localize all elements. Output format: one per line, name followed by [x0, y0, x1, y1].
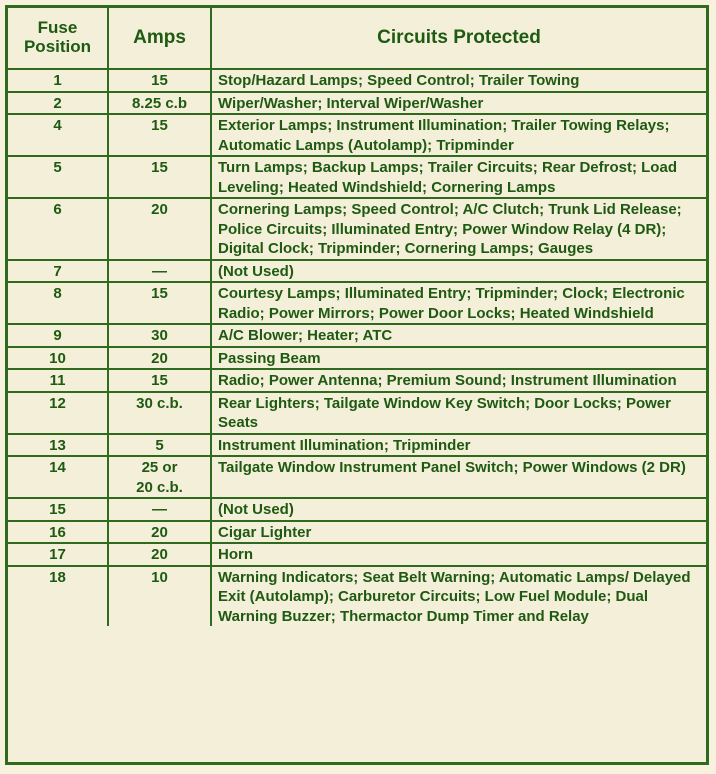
amps-cell — [108, 521, 211, 544]
fuse-position-cell: 18 — [8, 566, 108, 627]
amps-cell — [108, 198, 211, 260]
amps-value: 8.25 c.b — [131, 94, 188, 112]
amps-value-line2: 20 c.b. — [136, 478, 183, 496]
table-row — [8, 543, 706, 566]
header-fuse-position — [8, 8, 108, 69]
circuits-protected-cell: (Not Used) — [211, 498, 706, 521]
table-row — [8, 324, 706, 347]
circuits-protected-cell: Warning Indicators; Seat Belt Warning; Automatic Lamps/ Delayed Exit (Autolamp); Carburetor Circuits; Low Fuel Module; Dual Warning Buzzer; Thermactor Dump Timer and Relay — [218, 568, 691, 625]
amps-value: 5 — [155, 436, 164, 454]
amps-cell — [108, 156, 211, 198]
amps-value: 10 — [151, 568, 168, 586]
amps-value: 25 or — [141, 459, 178, 476]
header-row — [8, 8, 706, 69]
amps-value: 15 — [151, 285, 168, 302]
amps-value: 15 — [151, 72, 168, 89]
circuits-protected-cell: Wiper/Washer; Interval Wiper/Washer — [211, 92, 706, 115]
amps-cell — [108, 456, 211, 498]
circuits-protected-cell: Turn Lamps; Backup Lamps; Trailer Circuits; Rear Defrost; Load Leveling; Heated Windshield; Cornering Lamps — [211, 156, 706, 198]
fuse-position-cell: 13 — [8, 434, 108, 457]
fuse-position-cell: 7 — [8, 260, 108, 283]
amps-cell — [108, 347, 211, 370]
amps-value: 20 — [151, 523, 168, 541]
fuse-position-cell: 15 — [8, 498, 108, 521]
fuse-position-cell: 8 — [8, 282, 108, 324]
header-circuits-protected: Circuits Protected — [211, 8, 706, 69]
table-row — [8, 566, 706, 627]
amps-value: 15 — [151, 159, 168, 176]
circuits-protected-cell: Cigar Lighter — [211, 521, 706, 544]
amps-value: 30 c.b. — [136, 394, 183, 412]
amps-cell — [108, 434, 211, 457]
table-row — [8, 69, 706, 92]
header-fuse-label: Fuse — [37, 18, 78, 38]
table-row — [8, 456, 706, 498]
circuits-protected-cell: Passing Beam — [211, 347, 706, 370]
amps-cell — [108, 324, 211, 347]
circuits-protected-cell: Instrument Illumination; Tripminder — [211, 434, 706, 457]
table-row — [8, 434, 706, 457]
circuits-protected-cell: Radio; Power Antenna; Premium Sound; Instrument Illumination — [211, 369, 706, 392]
amps-cell — [108, 69, 211, 92]
amps-value: 20 — [151, 201, 168, 218]
circuits-protected-cell: Horn — [211, 543, 706, 566]
amps-cell — [108, 92, 211, 115]
circuits-protected-cell: Cornering Lamps; Speed Control; A/C Clutch; Trunk Lid Release; Police Circuits; Illuminated Entry; Power Window Relay (4 DR); Digital Clock; Tripminder; Cornering Lamps; Gauges — [211, 198, 706, 260]
amps-value: 15 — [151, 117, 168, 134]
fuse-position-cell: 9 — [8, 324, 108, 347]
amps-value: 20 — [151, 349, 168, 367]
header-position-label: Position — [23, 37, 92, 56]
amps-cell — [108, 392, 211, 434]
fuse-table — [8, 8, 706, 626]
amps-value: 20 — [151, 546, 168, 563]
header-amps: Amps — [108, 8, 211, 69]
table-row — [8, 521, 706, 544]
amps-cell — [108, 566, 211, 627]
amps-cell — [108, 282, 211, 324]
circuits-protected-cell: Exterior Lamps; Instrument Illumination; Trailer Towing Relays; Automatic Lamps (Autolamp); Tripminder — [211, 114, 706, 156]
circuits-protected-cell: Tailgate Window Instrument Panel Switch; Power Windows (2 DR) — [211, 456, 706, 498]
fuse-position-cell: 1 — [8, 69, 108, 92]
amps-value: 30 — [151, 327, 168, 344]
fuse-position-cell: 12 — [8, 392, 108, 434]
fuse-position-cell: 5 — [8, 156, 108, 198]
circuits-protected-cell: A/C Blower; Heater; ATC — [211, 324, 706, 347]
fuse-position-cell: 4 — [8, 114, 108, 156]
table-row — [8, 114, 706, 156]
fuse-position-cell: 11 — [8, 369, 108, 392]
amps-cell — [108, 543, 211, 566]
table-row — [8, 347, 706, 370]
table-row — [8, 198, 706, 260]
amps-value: 15 — [151, 372, 168, 389]
fuse-position-cell: 2 — [8, 92, 108, 115]
table-row — [8, 260, 706, 283]
amps-value: — — [152, 262, 167, 280]
fuse-chart — [5, 5, 709, 765]
table-row — [8, 498, 706, 521]
fuse-position-cell: 6 — [8, 198, 108, 260]
table-row — [8, 392, 706, 434]
amps-cell — [108, 369, 211, 392]
fuse-position-cell: 14 — [8, 456, 108, 498]
circuits-protected-cell: Stop/Hazard Lamps; Speed Control; Trailer Towing — [211, 69, 706, 92]
fuse-position-cell: 17 — [8, 543, 108, 566]
amps-value: — — [152, 501, 167, 518]
amps-cell — [108, 260, 211, 283]
fuse-position-cell: 16 — [8, 521, 108, 544]
amps-cell — [108, 498, 211, 521]
table-row — [8, 156, 706, 198]
circuits-protected-cell: (Not Used) — [211, 260, 706, 283]
table-row — [8, 282, 706, 324]
circuits-protected-cell: Rear Lighters; Tailgate Window Key Switch; Door Locks; Power Seats — [211, 392, 706, 434]
circuits-protected-cell: Courtesy Lamps; Illuminated Entry; Tripminder; Clock; Electronic Radio; Power Mirrors; Power Door Locks; Heated Windshield — [211, 282, 706, 324]
fuse-position-cell: 10 — [8, 347, 108, 370]
table-row — [8, 369, 706, 392]
amps-cell — [108, 114, 211, 156]
table-row — [8, 92, 706, 115]
